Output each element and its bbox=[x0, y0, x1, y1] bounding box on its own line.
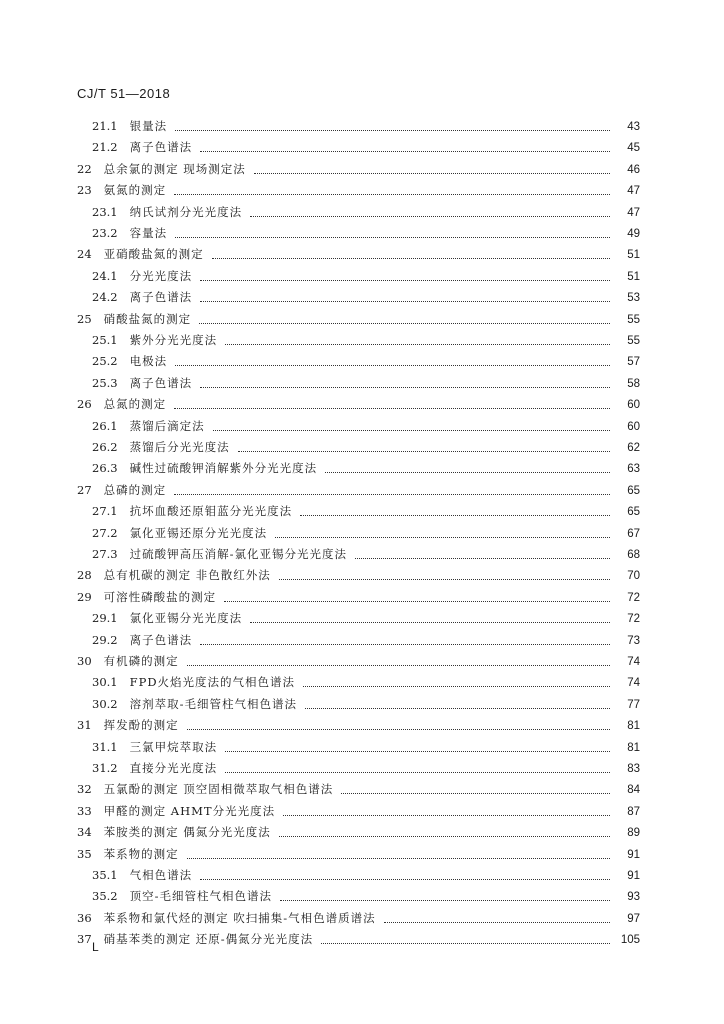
toc-entry-page-number: 60 bbox=[627, 420, 640, 433]
toc-entry bbox=[92, 375, 640, 393]
dot-leader bbox=[175, 364, 610, 366]
toc-entry-page-number: 72 bbox=[627, 613, 640, 626]
toc-entry-title: 电极法 bbox=[129, 354, 168, 369]
toc-entry-title: 可溶性磷酸盐的测定 bbox=[103, 589, 217, 604]
toc-entry-page-number: 57 bbox=[627, 356, 640, 369]
toc-entry-page-number: 91 bbox=[627, 848, 640, 861]
dot-leader bbox=[212, 257, 610, 259]
toc-entry bbox=[77, 653, 640, 671]
dot-leader bbox=[174, 193, 610, 195]
dot-leader bbox=[200, 878, 610, 880]
toc-entry-title: 苯系物和氯代烃的测定 吹扫捕集-气相色谱质谱法 bbox=[103, 910, 376, 925]
toc-entry-number: 25.2 bbox=[92, 354, 118, 369]
toc-entry-title: 总有机碳的测定 非色散红外法 bbox=[103, 568, 271, 583]
toc-entry-number: 22 bbox=[77, 161, 92, 176]
toc-entry-page-number: 47 bbox=[627, 206, 640, 219]
toc-entry-title: 溶剂萃取-毛细管柱气相色谱法 bbox=[129, 696, 297, 711]
toc-entry-page-number: 65 bbox=[627, 484, 640, 497]
dot-leader bbox=[225, 750, 610, 752]
toc-entry bbox=[77, 311, 640, 329]
toc-entry-title: 离子色谱法 bbox=[129, 140, 193, 155]
toc-entry-number: 26.2 bbox=[92, 440, 118, 454]
toc-entry-page-number: 72 bbox=[627, 591, 640, 604]
dot-leader bbox=[283, 814, 610, 816]
toc-entry bbox=[92, 460, 640, 478]
toc-entry-number: 24 bbox=[77, 247, 92, 262]
toc-entry-number: 33 bbox=[77, 803, 92, 818]
toc-entry-title: 苯胺类的测定 偶氮分光光度法 bbox=[103, 825, 271, 840]
toc-entry-number: 30.1 bbox=[92, 675, 118, 690]
toc-entry bbox=[92, 632, 640, 650]
toc-entry-title: 紫外分光光度法 bbox=[129, 333, 218, 347]
toc-entry-page-number: 65 bbox=[627, 506, 640, 519]
toc-entry-title: 离子色谱法 bbox=[129, 375, 193, 390]
dot-leader bbox=[175, 236, 610, 238]
dot-leader bbox=[384, 921, 610, 923]
toc-entry bbox=[92, 353, 640, 371]
dot-leader bbox=[174, 407, 610, 409]
toc-entry-page-number: 74 bbox=[627, 677, 640, 690]
toc-entry-number: 37 bbox=[77, 932, 92, 947]
dot-leader bbox=[250, 215, 610, 217]
dot-leader bbox=[250, 621, 610, 623]
toc-entry-title: 分光光度法 bbox=[129, 268, 193, 283]
toc-entry bbox=[92, 610, 640, 628]
toc-entry-number: 26.1 bbox=[92, 418, 118, 433]
toc-entry-title: 总磷的测定 bbox=[103, 482, 167, 497]
toc-entry-page-number: 60 bbox=[627, 399, 640, 412]
toc-entry-page-number: 55 bbox=[627, 335, 640, 347]
toc-entry-page-number: 45 bbox=[627, 142, 640, 155]
toc-entry-page-number: 51 bbox=[627, 249, 640, 262]
dot-leader bbox=[200, 279, 610, 281]
toc-entry bbox=[92, 268, 640, 286]
dot-leader bbox=[187, 857, 610, 859]
toc-entry-page-number: 87 bbox=[627, 805, 640, 818]
toc-entry-number: 23 bbox=[77, 183, 92, 198]
dot-leader bbox=[213, 429, 610, 431]
toc-entry-title: 有机磷的测定 bbox=[103, 654, 179, 668]
toc-entry bbox=[92, 118, 640, 136]
toc-entry-title: 氯化亚锡分光光度法 bbox=[129, 611, 243, 626]
toc-entry bbox=[92, 546, 640, 564]
toc-entry-title: 气相色谱法 bbox=[129, 868, 193, 882]
toc-entry-page-number: 49 bbox=[627, 228, 640, 240]
toc-entry-title: 总余氯的测定 现场测定法 bbox=[103, 161, 246, 176]
toc-entry bbox=[77, 246, 640, 264]
toc-entry-title: 硝基苯类的测定 还原-偶氮分光光度法 bbox=[103, 932, 314, 947]
toc-entry bbox=[77, 824, 640, 842]
toc-entry-page-number: 58 bbox=[627, 377, 640, 390]
dot-leader bbox=[275, 536, 610, 538]
dot-leader bbox=[279, 578, 610, 580]
toc-entry-number: 26 bbox=[77, 397, 92, 412]
toc-entry-number: 23.2 bbox=[92, 226, 118, 240]
toc-entry-title: 苯系物的测定 bbox=[103, 846, 179, 861]
toc-entry-page-number: 68 bbox=[627, 549, 640, 561]
toc-entry-number: 21.1 bbox=[92, 119, 118, 133]
toc-entry-number: 23.1 bbox=[92, 204, 118, 219]
toc-entry bbox=[92, 225, 640, 243]
dot-leader bbox=[254, 172, 610, 174]
toc-entry-page-number: 47 bbox=[627, 185, 640, 198]
toc-entry bbox=[92, 674, 640, 692]
toc-entry-title: 离子色谱法 bbox=[129, 290, 193, 305]
toc-entry bbox=[77, 781, 640, 799]
toc-entry bbox=[92, 139, 640, 157]
toc-entry-title: 总氮的测定 bbox=[103, 397, 167, 412]
dot-leader bbox=[174, 493, 610, 495]
dot-leader bbox=[200, 150, 610, 152]
dot-leader bbox=[187, 728, 610, 730]
toc-entry-page-number: 97 bbox=[627, 912, 640, 925]
toc-entry-title: 氯化亚锡还原分光光度法 bbox=[129, 525, 268, 540]
toc-entry bbox=[92, 503, 640, 521]
toc-entry-page-number: 43 bbox=[627, 121, 640, 133]
toc-entry-page-number: 93 bbox=[627, 891, 640, 904]
toc-entry bbox=[77, 803, 640, 821]
toc-entry bbox=[92, 332, 640, 350]
dot-leader bbox=[280, 899, 610, 901]
dot-leader bbox=[303, 685, 610, 687]
toc-entry-number: 35 bbox=[77, 846, 92, 861]
toc-entry-page-number: 67 bbox=[627, 527, 640, 540]
toc-entry bbox=[92, 418, 640, 436]
dot-leader bbox=[199, 322, 610, 324]
toc-entry-number: 25 bbox=[77, 311, 92, 326]
dot-leader bbox=[238, 450, 610, 452]
toc-entry bbox=[77, 567, 640, 585]
toc-entry bbox=[77, 717, 640, 735]
toc-entry-title: 挥发酚的测定 bbox=[103, 718, 179, 733]
toc-entry-number: 30 bbox=[77, 654, 92, 668]
toc-entry-number: 35.1 bbox=[92, 868, 118, 882]
toc-entry-page-number: 70 bbox=[627, 570, 640, 583]
toc-entry-page-number: 81 bbox=[627, 720, 640, 733]
toc-entry bbox=[77, 161, 640, 179]
toc-entry-title: 抗坏血酸还原钼蓝分光光度法 bbox=[129, 504, 293, 519]
toc-entry-title: 容量法 bbox=[129, 226, 168, 240]
toc-entry bbox=[92, 696, 640, 714]
dot-leader bbox=[305, 707, 610, 709]
dot-leader bbox=[224, 600, 610, 602]
toc-entry-number: 35.2 bbox=[92, 889, 118, 904]
toc-entry-title: 银量法 bbox=[129, 119, 168, 133]
toc-entry-number: 24.2 bbox=[92, 290, 118, 305]
toc-entry-page-number: 91 bbox=[627, 870, 640, 882]
dot-leader bbox=[187, 664, 610, 666]
toc-entry-number: 31 bbox=[77, 718, 92, 733]
toc-entry-number: 29 bbox=[77, 589, 92, 604]
toc-entry-page-number: 55 bbox=[627, 313, 640, 326]
dot-leader bbox=[321, 942, 610, 944]
toc-entry-title: 离子色谱法 bbox=[129, 632, 193, 647]
toc-entry-title: 甲醛的测定 AHMT分光光度法 bbox=[103, 803, 276, 818]
toc-entry-number: 31.1 bbox=[92, 739, 118, 754]
toc-entry-title: 亚硝酸盐氮的测定 bbox=[103, 247, 204, 262]
toc-entry bbox=[92, 739, 640, 757]
toc-entry-number: 30.2 bbox=[92, 696, 118, 711]
toc-entry-page-number: 83 bbox=[627, 763, 640, 775]
toc-entry bbox=[92, 289, 640, 307]
toc-entry-number: 31.2 bbox=[92, 761, 118, 775]
toc-entry bbox=[92, 888, 640, 906]
page-marker: L bbox=[92, 940, 99, 954]
toc-entry-title: 氨氮的测定 bbox=[103, 183, 167, 198]
toc-entry-number: 26.3 bbox=[92, 461, 118, 476]
toc-entry-page-number: 105 bbox=[620, 934, 640, 947]
dot-leader bbox=[200, 643, 610, 645]
toc-entry-page-number: 51 bbox=[627, 270, 640, 283]
toc-entry-title: 直接分光光度法 bbox=[129, 761, 218, 775]
toc-entry-number: 28 bbox=[77, 568, 92, 583]
dot-leader bbox=[225, 343, 610, 345]
toc-entry-page-number: 77 bbox=[627, 698, 640, 711]
toc-entry-number: 29.2 bbox=[92, 632, 118, 647]
toc-entry-title: 纳氏试剂分光光度法 bbox=[129, 204, 243, 219]
toc-entry-number: 21.2 bbox=[92, 140, 118, 155]
toc-entry bbox=[77, 396, 640, 414]
toc-entry-title: FPD火焰光度法的气相色谱法 bbox=[129, 675, 296, 690]
toc-entry bbox=[92, 760, 640, 778]
toc-entry bbox=[77, 182, 640, 200]
toc-entry-number: 27.2 bbox=[92, 525, 118, 540]
toc-entry bbox=[77, 482, 640, 500]
dot-leader bbox=[200, 386, 610, 388]
toc-entry-number: 29.1 bbox=[92, 611, 118, 626]
toc-entry bbox=[92, 525, 640, 543]
toc-entry-title: 过硫酸钾高压消解-氯化亚锡分光光度法 bbox=[129, 547, 347, 561]
toc-entry-number: 27.1 bbox=[92, 504, 118, 519]
dot-leader bbox=[325, 471, 610, 473]
dot-leader bbox=[341, 792, 610, 794]
toc-entry-page-number: 89 bbox=[627, 827, 640, 840]
toc-entry-page-number: 53 bbox=[627, 292, 640, 305]
toc-entry-page-number: 81 bbox=[627, 741, 640, 754]
toc-entry-number: 34 bbox=[77, 825, 92, 840]
toc-entry-number: 25.1 bbox=[92, 333, 118, 347]
toc-entry-title: 三氯甲烷萃取法 bbox=[129, 739, 218, 754]
standard-code-header: CJ/T 51—2018 bbox=[77, 86, 171, 101]
toc-entry-page-number: 74 bbox=[627, 656, 640, 668]
toc-entry-title: 蒸馏后滴定法 bbox=[129, 418, 205, 433]
toc-entry bbox=[77, 589, 640, 607]
toc-entry-number: 27.3 bbox=[92, 547, 118, 561]
toc-entry-page-number: 84 bbox=[627, 784, 640, 797]
dot-leader bbox=[355, 557, 610, 559]
toc-entry bbox=[92, 204, 640, 222]
dot-leader bbox=[279, 835, 610, 837]
toc-entry bbox=[92, 439, 640, 457]
toc-entry-title: 硝酸盐氮的测定 bbox=[103, 311, 192, 326]
toc-entry bbox=[92, 867, 640, 885]
toc-entry bbox=[77, 931, 640, 949]
dot-leader bbox=[300, 514, 610, 516]
toc-entry bbox=[77, 846, 640, 864]
dot-leader bbox=[200, 300, 610, 302]
toc-entry-page-number: 63 bbox=[627, 463, 640, 476]
toc-entry-number: 24.1 bbox=[92, 268, 118, 283]
toc-entry-number: 32 bbox=[77, 782, 92, 797]
toc-entry-title: 五氯酚的测定 顶空固相微萃取气相色谱法 bbox=[103, 782, 334, 797]
toc-entry-number: 25.3 bbox=[92, 375, 118, 390]
toc-entry-title: 碱性过硫酸钾消解紫外分光光度法 bbox=[129, 461, 318, 476]
toc-entry-page-number: 62 bbox=[627, 442, 640, 454]
toc-entry-number: 27 bbox=[77, 482, 92, 497]
toc-entry-title: 顶空-毛细管柱气相色谱法 bbox=[129, 889, 272, 904]
toc-entry-number: 36 bbox=[77, 910, 92, 925]
dot-leader bbox=[175, 129, 610, 131]
toc-entry-page-number: 46 bbox=[627, 163, 640, 176]
toc-entry bbox=[77, 910, 640, 928]
toc-entry-page-number: 73 bbox=[627, 634, 640, 647]
dot-leader bbox=[225, 771, 610, 773]
toc-entry-title: 蒸馏后分光光度法 bbox=[129, 440, 230, 454]
